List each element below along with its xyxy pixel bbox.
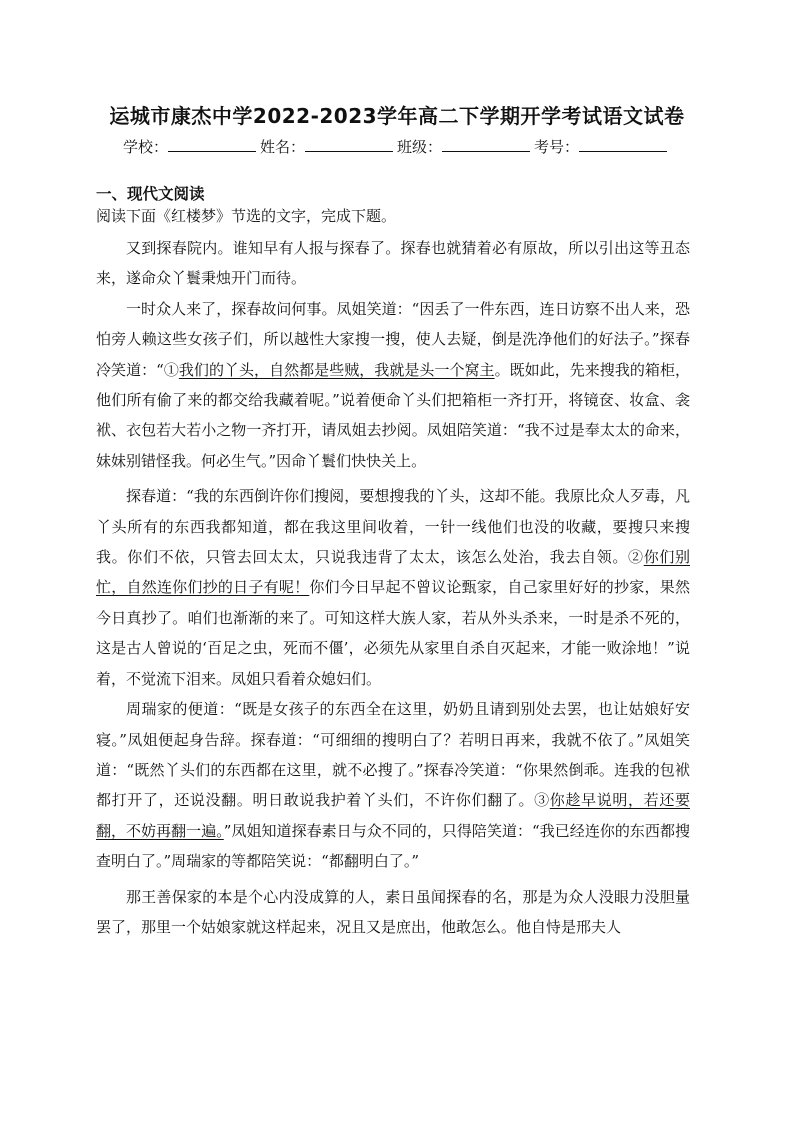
name-blank — [305, 137, 393, 152]
paragraph-3-text-b: 你们今日早起不曾议论甄家，自己家里好好的抄家，果然今日真抄了。咱们也渐渐的来了。可知这样大族人家，若从外头杀来，一时是杀不死的，这是古人曾说的‘百足之虫，死而不僵’，必须先从家里自杀自灭起来，才能一败涂地！”说着，不觉流下泪来。凤姐只看着众媳妇们。 — [96, 578, 690, 688]
paragraph-4-text-a: 周瑞家的便道：“既是女孩子的东西全在这里，奶奶且请到别处去罢，也让姑娘好安寝。”凤姐便起身告辞。探春道：“可细细的搜明白了？若明日再来，我就不依了。”凤姐笑道：“既然丫头们的东西都在这里，就不必搜了。”探春冷笑道：“你果然倒乖。连我的包袱都打开了，还说没翻。明日敢说我护着丫头们，不许你们翻了。③ — [96, 700, 690, 810]
underlined-sentence-2: 你们别忙，自然连你们抄的日子有呢！ — [96, 548, 690, 597]
school-blank — [168, 137, 256, 152]
name-label: 姓名： — [259, 138, 305, 156]
passage-paragraph-4 — [96, 694, 690, 876]
passage-paragraph-1: 又到探春院内。谁知早有人报与探春了。探春也就猜着必有原故，所以引出这等丑态来，遂命众丫鬟秉烛开门而待。 — [96, 239, 690, 288]
paragraph-4-text-b: ”凤姐知道探春素日与众不同的，只得陪笑道：“我已经连你的东西都搜查明白了。”周瑞家的等都陪笑说：“都翻明白了。” — [96, 821, 690, 871]
student-info-row — [0, 136, 794, 157]
school-label: 学校： — [122, 138, 168, 156]
exam-number-label: 考号： — [534, 138, 580, 156]
passage-paragraph-5: 那王善保家的本是个心内没成算的人，素日虽闻探春的名，那是为众人没眼力没胆量罢了，那里一个姑娘家就这样起来，况且又是庶出，他敢怎么。他自恃是邢夫人 — [96, 887, 690, 936]
paragraph-2-text-b: 。既如此，先来搜我的箱柜，他们所有偷了来的都交给我藏着呢。”说着便命丫头们把箱柜一齐打开，将镜奁、妆盒、衾袱、衣包若大若小之物一齐打开，请凤姐去抄阅。凤姐陪笑道：“我不过是奉太太的命来，妹妹别错怪我。何必生气。”因命丫鬟们快快关上。 — [96, 360, 690, 470]
paragraph-2-text-a: 一时众人来了，探春故问何事。凤姐笑道：“因丢了一件东西，连日访察不出人来，恐怕旁人赖这些女孩子们，所以越性大家搜一搜，使人去疑，倒是洗净他们的好法子。”探春冷笑道：“① — [96, 299, 690, 379]
exam-number-blank — [579, 137, 667, 152]
section-heading: 一、现代文阅读 — [96, 185, 205, 203]
underlined-sentence-1: 我们的丫头，自然都是些贼，我就是头一个窝主 — [178, 360, 495, 379]
passage-paragraph-2 — [96, 294, 690, 476]
passage-paragraph-3 — [96, 481, 690, 694]
passage — [96, 233, 690, 942]
section-instruction: 阅读下面《红楼梦》节选的文字，完成下题。 — [96, 207, 397, 225]
class-label: 班级： — [397, 138, 443, 156]
exam-title: 运城市康杰中学2022-2023学年高二下学期开学考试语文试卷 — [109, 104, 685, 128]
underlined-sentence-3: 你趁早说明，若还要翻，不妨再翻一遍。 — [96, 791, 690, 840]
paragraph-3-text-a: 探春道：“我的东西倒许你们搜阅，要想搜我的丫头，这却不能。我原比众人歹毒，凡丫头所有的东西我都知道，都在我这里间收着，一针一线他们也没的收藏，要搜只来搜我。你们不依，只管去回太太，只说我违背了太太，该怎么处治，我去自领。② — [96, 487, 690, 567]
class-blank — [442, 137, 530, 152]
